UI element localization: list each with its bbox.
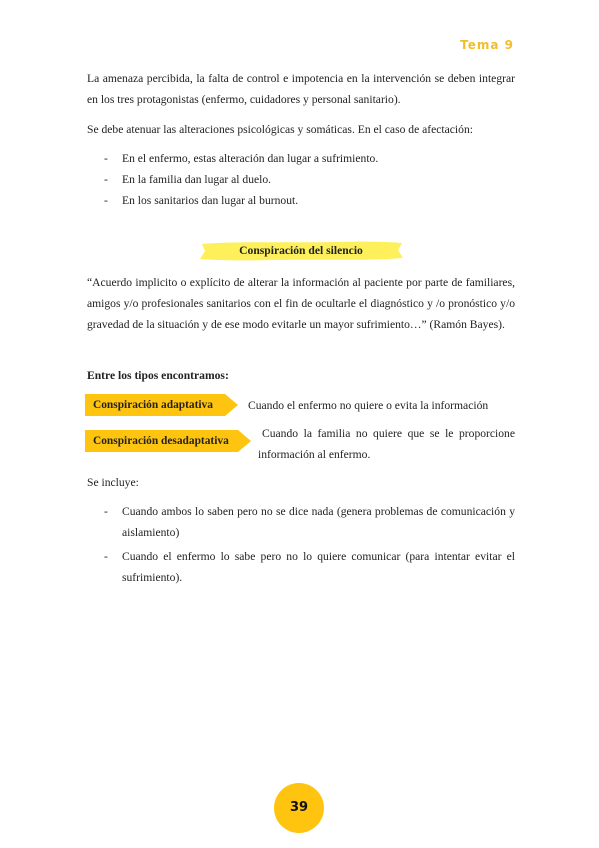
attenuate-paragraph: Se debe atenuar las alteraciones psicológicas y somáticas. En el caso de afectación: bbox=[87, 123, 473, 136]
type-tag-desadaptativa bbox=[85, 430, 251, 452]
list-item: - En la familia dan lugar al duelo. bbox=[104, 173, 272, 186]
type-tag-adaptativa bbox=[85, 394, 238, 416]
intro-paragraph: La amenaza percibida, la falta de control e impotencia en la intervención se deben integrar en los tres protagonistas (enfermo, cuidadores y personal sanitario). bbox=[87, 72, 515, 106]
type-description: Cuando la familia no quiere que se le proporcione información al enfermo. bbox=[258, 427, 515, 461]
type-label: Conspiración adaptativa bbox=[93, 399, 213, 411]
section-title: Conspiración del silencio bbox=[239, 244, 363, 257]
includes-list bbox=[104, 501, 515, 588]
section-title-banner bbox=[198, 240, 404, 262]
list-item: - Cuando el enfermo lo sabe pero no lo quiere comunicar (para intentar evitar el sufrimiento). bbox=[104, 550, 515, 584]
type-description: Cuando el enfermo no quiere o evita la información bbox=[248, 399, 489, 412]
definition-quote: “Acuerdo implicito o explícito de alterar la información al paciente por parte de familiares, amigos y/o profesionales sanitarios con el fin de ocultarle el diagnóstico y /o pronóstico y/o gravedad de la situación y de ese modo evitarle un mayor sufrimiento…” (Ramón Bayes). bbox=[87, 276, 515, 331]
effects-list bbox=[104, 148, 515, 211]
types-heading: Entre los tipos encontramos: bbox=[87, 369, 229, 382]
list-item: - En el enfermo, estas alteración dan lugar a sufrimiento. bbox=[104, 152, 379, 165]
chapter-tag: Tema 9 bbox=[460, 38, 514, 52]
page-number: 39 bbox=[274, 783, 324, 833]
list-item: - En los sanitarios dan lugar al burnout. bbox=[104, 194, 299, 207]
includes-heading: Se incluye: bbox=[87, 476, 139, 489]
type-label: Conspiración desadaptativa bbox=[93, 435, 229, 447]
list-item: - Cuando ambos lo saben pero no se dice nada (genera problemas de comunicación y aislamiento) bbox=[104, 505, 515, 539]
